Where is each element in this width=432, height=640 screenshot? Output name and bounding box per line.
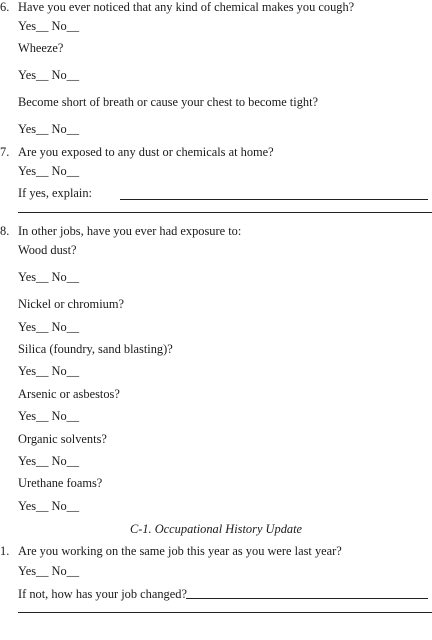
q7-explain-line-2[interactable] bbox=[18, 212, 432, 213]
s1-changed-line[interactable] bbox=[186, 598, 428, 599]
q8-item-answer[interactable]: Yes__ No__ bbox=[18, 409, 80, 423]
q7-explain-line[interactable] bbox=[120, 199, 428, 200]
s1-question: Are you working on the same job this year as you were last year? bbox=[18, 544, 342, 558]
q6-sub-breath: Become short of breath or cause your chest to become tight? bbox=[18, 95, 319, 109]
q8-item-label: Nickel or chromium? bbox=[18, 297, 124, 311]
q8-item-label: Urethane foams? bbox=[18, 476, 103, 490]
s1-changed-line-2[interactable] bbox=[18, 612, 432, 613]
q8-number: 8. bbox=[0, 224, 10, 238]
q6-answer-cough[interactable]: Yes__ No__ bbox=[18, 19, 80, 33]
q8-item-label: Organic solvents? bbox=[18, 432, 107, 446]
q8-item-answer[interactable]: Yes__ No__ bbox=[18, 454, 80, 468]
q8-item-label: Silica (foundry, sand blasting)? bbox=[18, 342, 173, 356]
s1-changed-label: If not, how has your job changed? bbox=[18, 587, 187, 601]
q6-answer-breath[interactable]: Yes__ No__ bbox=[18, 122, 80, 136]
q8-item-answer[interactable]: Yes__ No__ bbox=[18, 320, 80, 334]
s1-answer[interactable]: Yes__ No__ bbox=[18, 564, 80, 578]
q8-item-label: Wood dust? bbox=[18, 243, 77, 257]
q7-question: Are you exposed to any dust or chemicals at home? bbox=[18, 145, 274, 159]
section-title: C-1. Occupational History Update bbox=[129, 522, 303, 536]
q7-number: 7. bbox=[0, 145, 10, 159]
q8-item-answer[interactable]: Yes__ No__ bbox=[18, 499, 80, 513]
q8-item-answer[interactable]: Yes__ No__ bbox=[18, 364, 80, 378]
q8-question: In other jobs, have you ever had exposure to: bbox=[18, 224, 242, 238]
s1-number: 1. bbox=[0, 544, 10, 558]
q7-answer[interactable]: Yes__ No__ bbox=[18, 164, 80, 178]
q8-item-answer[interactable]: Yes__ No__ bbox=[18, 270, 80, 284]
q6-sub-wheeze: Wheeze? bbox=[18, 41, 64, 55]
q6-answer-wheeze[interactable]: Yes__ No__ bbox=[18, 68, 80, 82]
q6-question: Have you ever noticed that any kind of chemical makes you cough? bbox=[18, 0, 355, 14]
q6-number: 6. bbox=[0, 0, 10, 14]
q7-explain-label: If yes, explain: bbox=[18, 186, 92, 200]
q8-item-label: Arsenic or asbestos? bbox=[18, 387, 120, 401]
